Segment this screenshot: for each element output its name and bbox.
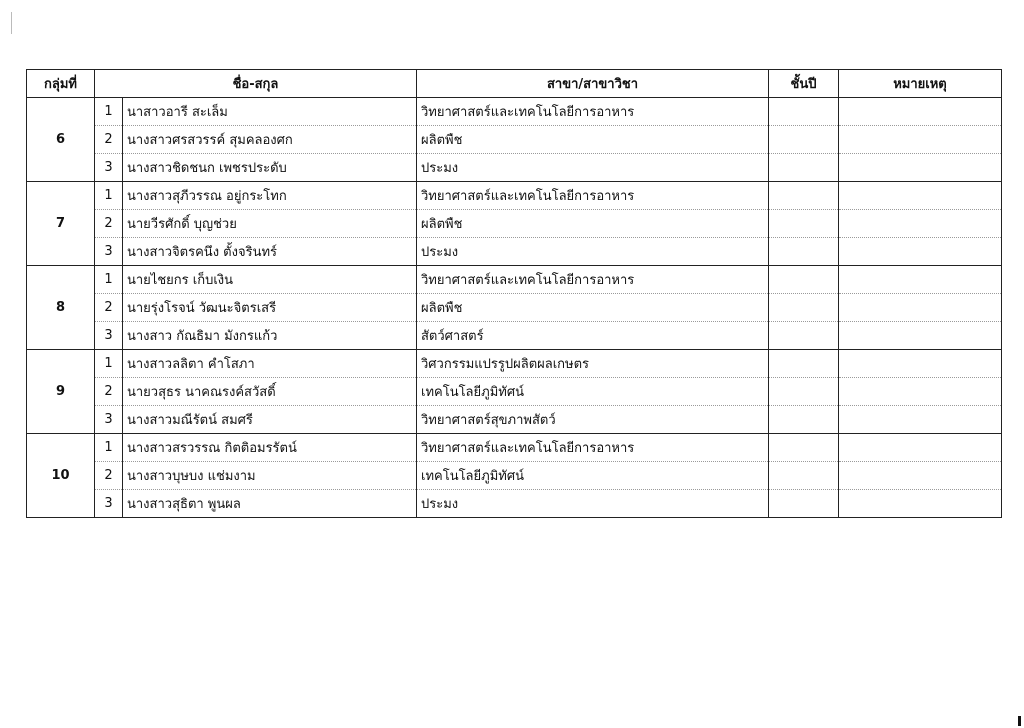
member-name: นางสาวจิตรคนึง ตั้งจรินทร์ (123, 238, 417, 266)
member-seq: 1 (95, 350, 123, 378)
table-row (27, 126, 1002, 154)
member-name: นางสาวลลิตา คำโสภา (123, 350, 417, 378)
member-seq: 1 (95, 434, 123, 462)
member-year (769, 406, 839, 434)
member-note (839, 490, 1002, 518)
table-row (27, 378, 1002, 406)
table-row (27, 210, 1002, 238)
group-number: 10 (27, 434, 95, 518)
table-row (27, 434, 1002, 462)
member-year (769, 350, 839, 378)
table-row (27, 490, 1002, 518)
member-seq: 2 (95, 126, 123, 154)
table-row (27, 182, 1002, 210)
member-major: วิทยาศาสตร์สุขภาพสัตว์ (417, 406, 769, 434)
member-year (769, 378, 839, 406)
member-seq: 2 (95, 210, 123, 238)
member-name: นางสาวบุษบง แช่มงาม (123, 462, 417, 490)
member-note (839, 126, 1002, 154)
member-note (839, 182, 1002, 210)
member-year (769, 490, 839, 518)
member-note (839, 238, 1002, 266)
member-name: นางสาว กัณธิมา มังกรแก้ว (123, 322, 417, 350)
roster-body (27, 98, 1002, 518)
member-seq: 2 (95, 462, 123, 490)
member-major: สัตว์ศาสตร์ (417, 322, 769, 350)
member-note (839, 210, 1002, 238)
header-row (27, 70, 1002, 98)
group-header: กลุ่มที่ (27, 70, 95, 98)
member-year (769, 266, 839, 294)
member-name: นายวีรศักดิ์ บุญช่วย (123, 210, 417, 238)
table-row (27, 238, 1002, 266)
group-number: 7 (27, 182, 95, 266)
member-major: ผลิตพืช (417, 126, 769, 154)
member-year (769, 434, 839, 462)
member-seq: 1 (95, 98, 123, 126)
table-row (27, 98, 1002, 126)
member-note (839, 98, 1002, 126)
member-major: วิทยาศาสตร์และเทคโนโลยีการอาหาร (417, 434, 769, 462)
member-name: นางสาวสุธิตา พูนผล (123, 490, 417, 518)
member-name: นางสาวมณีรัตน์ สมศรี (123, 406, 417, 434)
table-row (27, 266, 1002, 294)
member-seq: 3 (95, 322, 123, 350)
member-note (839, 462, 1002, 490)
table-row (27, 294, 1002, 322)
member-year (769, 154, 839, 182)
member-note (839, 154, 1002, 182)
table-row (27, 322, 1002, 350)
member-major: ประมง (417, 154, 769, 182)
member-seq: 3 (95, 406, 123, 434)
member-major: ผลิตพืช (417, 210, 769, 238)
member-major: ประมง (417, 490, 769, 518)
scan-mark (11, 12, 12, 34)
member-seq: 2 (95, 378, 123, 406)
name-header: ชื่อ-สกุล (95, 70, 417, 98)
group-number: 9 (27, 350, 95, 434)
year-header: ชั้นปี (769, 70, 839, 98)
member-name: นาสาวอารี สะเล็ม (123, 98, 417, 126)
member-major: วิศวกรรมแปรรูปผลิตผลเกษตร (417, 350, 769, 378)
member-year (769, 182, 839, 210)
note-header: หมายเหตุ (839, 70, 1002, 98)
member-year (769, 238, 839, 266)
member-year (769, 462, 839, 490)
roster-table (26, 69, 1002, 518)
member-seq: 3 (95, 238, 123, 266)
member-year (769, 322, 839, 350)
member-note (839, 434, 1002, 462)
table-row (27, 462, 1002, 490)
member-seq: 1 (95, 182, 123, 210)
member-year (769, 98, 839, 126)
member-name: นางสาวสรวรรณ กิตติอมรรัตน์ (123, 434, 417, 462)
member-major: เทคโนโลยีภูมิทัศน์ (417, 462, 769, 490)
member-note (839, 378, 1002, 406)
member-seq: 1 (95, 266, 123, 294)
member-year (769, 210, 839, 238)
member-name: นางสาวสุภีวรรณ อยู่กระโทก (123, 182, 417, 210)
table-row (27, 154, 1002, 182)
table-row (27, 406, 1002, 434)
group-number: 6 (27, 98, 95, 182)
member-note (839, 322, 1002, 350)
member-name: นายวสุธร นาคณรงค์สวัสดิ์ (123, 378, 417, 406)
major-header: สาขา/สาขาวิชา (417, 70, 769, 98)
scan-mark (1018, 716, 1021, 726)
member-seq: 2 (95, 294, 123, 322)
member-major: ผลิตพืช (417, 294, 769, 322)
table-row (27, 350, 1002, 378)
member-year (769, 294, 839, 322)
member-note (839, 266, 1002, 294)
member-major: วิทยาศาสตร์และเทคโนโลยีการอาหาร (417, 182, 769, 210)
member-note (839, 350, 1002, 378)
member-major: เทคโนโลยีภูมิทัศน์ (417, 378, 769, 406)
member-major: วิทยาศาสตร์และเทคโนโลยีการอาหาร (417, 98, 769, 126)
member-seq: 3 (95, 154, 123, 182)
member-note (839, 294, 1002, 322)
member-name: นางสาวศรสวรรค์ สุมคลองศก (123, 126, 417, 154)
member-name: นางสาวชิดชนก เพชรประดับ (123, 154, 417, 182)
member-year (769, 126, 839, 154)
member-name: นายไชยกร เก็บเงิน (123, 266, 417, 294)
member-name: นายรุ่งโรจน์ วัฒนะจิตรเสรี (123, 294, 417, 322)
member-major: ประมง (417, 238, 769, 266)
member-seq: 3 (95, 490, 123, 518)
group-number: 8 (27, 266, 95, 350)
member-major: วิทยาศาสตร์และเทคโนโลยีการอาหาร (417, 266, 769, 294)
member-note (839, 406, 1002, 434)
